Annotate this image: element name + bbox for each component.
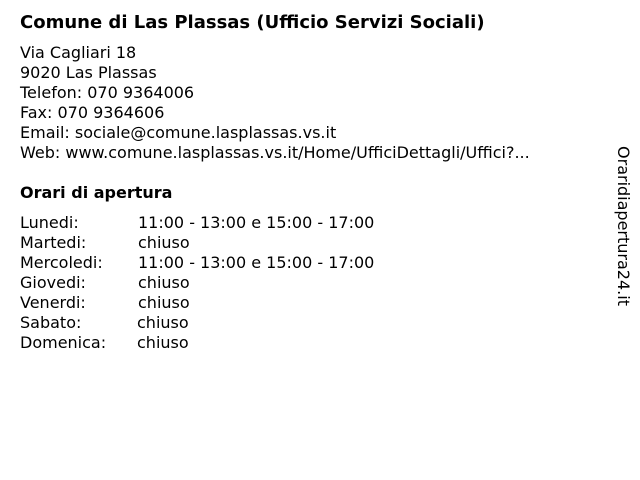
site-watermark: Oraridiapertura24.it — [614, 146, 633, 306]
hours-value: chiuso — [138, 233, 190, 252]
hours-value: 11:00 - 13:00 e 15:00 - 17:00 — [138, 213, 375, 232]
opening-hours-heading: Orari di apertura — [20, 183, 173, 202]
email-address: Email: sociale@comune.lasplassas.vs.it — [20, 123, 337, 142]
hours-value: chiuso — [138, 273, 190, 292]
page-title: Comune di Las Plassas (Ufficio Servizi Sociali) — [20, 12, 485, 33]
hours-value: 11:00 - 13:00 e 15:00 - 17:00 — [138, 253, 375, 272]
day-label: Mercoledi: — [20, 253, 103, 272]
street-address: Via Cagliari 18 — [20, 43, 137, 62]
website-url: Web: www.comune.lasplassas.vs.it/Home/UfficiDettagli/Uffici?... — [20, 143, 530, 162]
contact-block — [20, 43, 530, 163]
phone-number: Telefon: 070 9364006 — [20, 83, 195, 102]
city-address: 9020 Las Plassas — [20, 63, 157, 82]
day-label: Giovedi: — [20, 273, 86, 292]
hours-value: chiuso — [137, 333, 189, 352]
day-label: Martedi: — [20, 233, 87, 252]
day-label: Sabato: — [20, 313, 82, 332]
day-label: Venerdi: — [20, 293, 86, 312]
hours-value: chiuso — [138, 293, 190, 312]
day-label: Lunedi: — [20, 213, 79, 232]
fax-number: Fax: 070 9364606 — [20, 103, 165, 122]
hours-value: chiuso — [137, 313, 189, 332]
day-label: Domenica: — [20, 333, 107, 352]
